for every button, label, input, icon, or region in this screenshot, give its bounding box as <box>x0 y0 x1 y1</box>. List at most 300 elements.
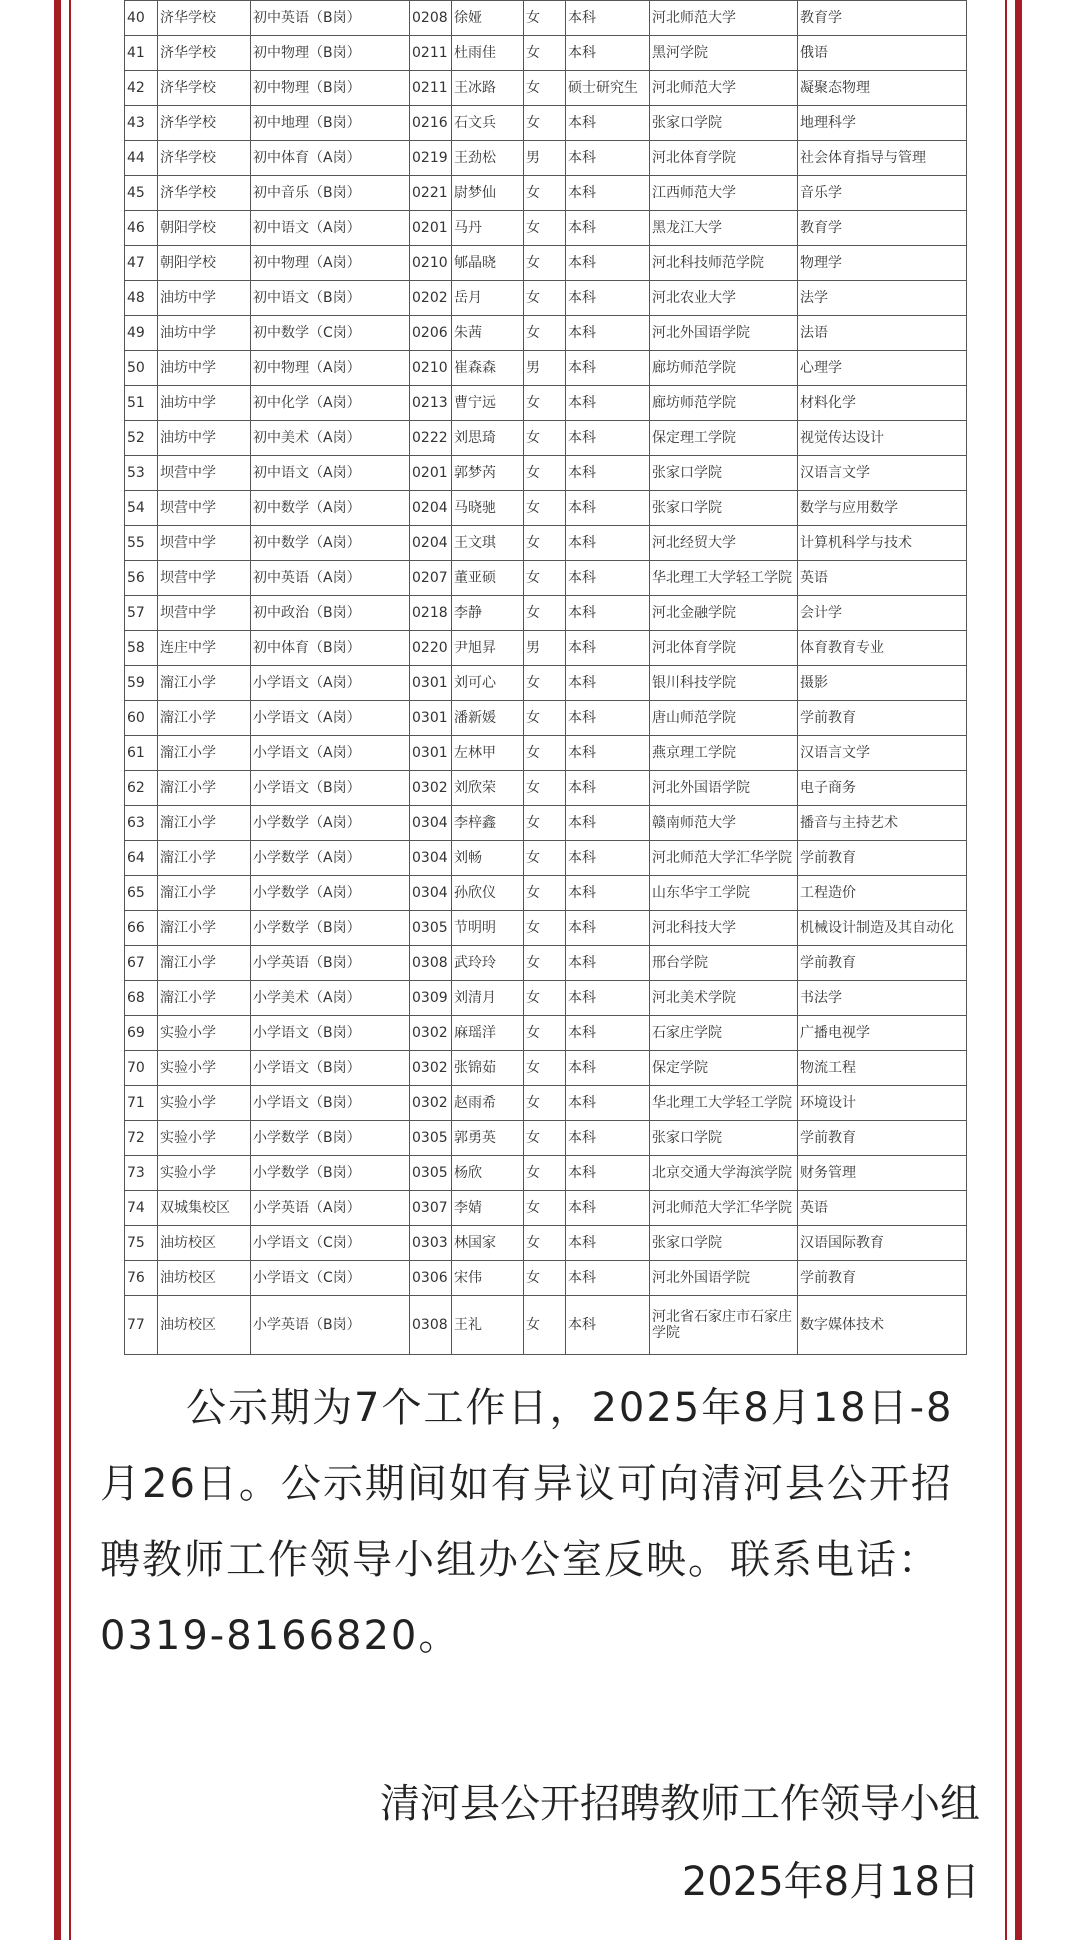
table-cell-gender: 女 <box>524 386 566 421</box>
table-cell-school: 坝营中学 <box>158 596 251 631</box>
table-cell-school: 澝江小学 <box>158 771 251 806</box>
table-cell-education: 本科 <box>566 386 650 421</box>
page-border-left-inner <box>69 0 71 1940</box>
table-cell-gender: 女 <box>524 771 566 806</box>
table-cell-school: 澝江小学 <box>158 701 251 736</box>
table-cell-education: 本科 <box>566 1121 650 1156</box>
table-cell-major: 视觉传达设计 <box>798 421 967 456</box>
table-cell-university: 河北省石家庄市石家庄学院 <box>650 1296 798 1355</box>
table-cell-position-code: 0208 <box>410 1 452 36</box>
table-cell-gender: 女 <box>524 106 566 141</box>
table-cell-education: 本科 <box>566 1016 650 1051</box>
table-row <box>125 491 967 526</box>
table-cell-position: 初中物理（B岗） <box>251 71 410 106</box>
table-row <box>125 526 967 561</box>
table-cell-position-code: 0222 <box>410 421 452 456</box>
table-cell-position: 小学数学（A岗） <box>251 876 410 911</box>
table-cell-gender: 女 <box>524 1121 566 1156</box>
table-cell-major: 教育学 <box>798 211 967 246</box>
table-cell-gender: 女 <box>524 421 566 456</box>
table-cell-school: 济华学校 <box>158 36 251 71</box>
table-cell-school: 济华学校 <box>158 71 251 106</box>
table-cell-name: 宋伟 <box>452 1261 524 1296</box>
table-cell-school: 济华学校 <box>158 106 251 141</box>
table-row <box>125 246 967 281</box>
table-cell-position-code: 0220 <box>410 631 452 666</box>
table-cell-school: 油坊中学 <box>158 316 251 351</box>
table-cell-education: 本科 <box>566 141 650 176</box>
table-cell-major: 工程造价 <box>798 876 967 911</box>
table-cell-major: 学前教育 <box>798 1261 967 1296</box>
table-cell-position: 小学语文（A岗） <box>251 666 410 701</box>
roster-table-body <box>125 1 967 1355</box>
table-cell-position-code: 0211 <box>410 71 452 106</box>
table-cell-major: 英语 <box>798 1191 967 1226</box>
table-cell-index: 43 <box>125 106 158 141</box>
table-cell-university: 河北美术学院 <box>650 981 798 1016</box>
table-cell-school: 实验小学 <box>158 1016 251 1051</box>
table-cell-education: 本科 <box>566 981 650 1016</box>
table-cell-position: 初中政治（B岗） <box>251 596 410 631</box>
table-cell-major: 环境设计 <box>798 1086 967 1121</box>
table-row <box>125 141 967 176</box>
table-cell-gender: 女 <box>524 1086 566 1121</box>
table-cell-position-code: 0219 <box>410 141 452 176</box>
table-cell-school: 澝江小学 <box>158 736 251 771</box>
table-cell-gender: 男 <box>524 631 566 666</box>
table-cell-index: 68 <box>125 981 158 1016</box>
page-border-right-outer <box>1015 0 1022 1940</box>
table-cell-major: 学前教育 <box>798 1121 967 1156</box>
table-cell-university: 北京交通大学海滨学院 <box>650 1156 798 1191</box>
table-cell-position: 初中地理（B岗） <box>251 106 410 141</box>
table-cell-university: 河北外国语学院 <box>650 1261 798 1296</box>
table-cell-gender: 女 <box>524 561 566 596</box>
table-cell-position-code: 0302 <box>410 1086 452 1121</box>
table-cell-school: 实验小学 <box>158 1086 251 1121</box>
notice-text: 公示期为7个工作日，2025年8月18日-8月26日。公示期间如有异议可向清河县公开招聘教师工作领导小组办公室反映。联系电话：0319-8166820。 <box>100 1385 954 1659</box>
table-row <box>125 176 967 211</box>
table-cell-index: 70 <box>125 1051 158 1086</box>
table-cell-position-code: 0301 <box>410 701 452 736</box>
table-cell-gender: 女 <box>524 911 566 946</box>
table-cell-major: 计算机科学与技术 <box>798 526 967 561</box>
table-cell-school: 油坊中学 <box>158 386 251 421</box>
table-row <box>125 36 967 71</box>
table-row <box>125 1261 967 1296</box>
table-cell-gender: 女 <box>524 701 566 736</box>
table-cell-position-code: 0305 <box>410 1121 452 1156</box>
table-cell-education: 本科 <box>566 421 650 456</box>
table-row <box>125 1121 967 1156</box>
table-cell-gender: 女 <box>524 1191 566 1226</box>
table-cell-name: 郭勇英 <box>452 1121 524 1156</box>
table-cell-position: 初中数学（A岗） <box>251 491 410 526</box>
table-cell-position-code: 0302 <box>410 1016 452 1051</box>
table-cell-school: 连庄中学 <box>158 631 251 666</box>
table-cell-university: 张家口学院 <box>650 456 798 491</box>
table-cell-gender: 女 <box>524 806 566 841</box>
table-cell-position-code: 0304 <box>410 841 452 876</box>
table-cell-school: 油坊校区 <box>158 1296 251 1355</box>
table-cell-university: 河北师范大学 <box>650 1 798 36</box>
table-cell-gender: 女 <box>524 1156 566 1191</box>
table-cell-gender: 女 <box>524 1016 566 1051</box>
table-cell-gender: 女 <box>524 176 566 211</box>
table-cell-university: 华北理工大学轻工学院 <box>650 1086 798 1121</box>
table-cell-school: 坝营中学 <box>158 491 251 526</box>
table-cell-education: 本科 <box>566 491 650 526</box>
table-cell-university: 河北金融学院 <box>650 596 798 631</box>
table-cell-index: 55 <box>125 526 158 561</box>
table-cell-major: 物理学 <box>798 246 967 281</box>
table-cell-index: 66 <box>125 911 158 946</box>
table-cell-index: 60 <box>125 701 158 736</box>
table-cell-position-code: 0201 <box>410 211 452 246</box>
table-row <box>125 106 967 141</box>
table-cell-position-code: 0307 <box>410 1191 452 1226</box>
table-cell-gender: 女 <box>524 526 566 561</box>
table-cell-gender: 女 <box>524 736 566 771</box>
table-cell-position-code: 0305 <box>410 911 452 946</box>
table-cell-position: 小学语文（C岗） <box>251 1261 410 1296</box>
table-cell-position-code: 0304 <box>410 876 452 911</box>
table-cell-name: 左林甲 <box>452 736 524 771</box>
table-cell-gender: 女 <box>524 211 566 246</box>
table-cell-index: 49 <box>125 316 158 351</box>
table-cell-position-code: 0305 <box>410 1156 452 1191</box>
table-cell-gender: 男 <box>524 351 566 386</box>
table-cell-education: 本科 <box>566 596 650 631</box>
table-row <box>125 981 967 1016</box>
table-cell-education: 本科 <box>566 1 650 36</box>
table-cell-name: 潘新媛 <box>452 701 524 736</box>
table-cell-position: 初中语文（B岗） <box>251 281 410 316</box>
table-cell-school: 济华学校 <box>158 176 251 211</box>
table-cell-name: 节明明 <box>452 911 524 946</box>
table-cell-index: 73 <box>125 1156 158 1191</box>
table-cell-gender: 女 <box>524 36 566 71</box>
table-cell-education: 本科 <box>566 771 650 806</box>
table-cell-school: 济华学校 <box>158 1 251 36</box>
table-cell-index: 67 <box>125 946 158 981</box>
table-cell-index: 54 <box>125 491 158 526</box>
table-cell-major: 汉语言文学 <box>798 456 967 491</box>
table-cell-school: 澝江小学 <box>158 666 251 701</box>
table-cell-position: 小学美术（A岗） <box>251 981 410 1016</box>
table-cell-school: 油坊中学 <box>158 421 251 456</box>
table-row <box>125 911 967 946</box>
table-cell-index: 48 <box>125 281 158 316</box>
table-cell-index: 72 <box>125 1121 158 1156</box>
table-row <box>125 561 967 596</box>
table-cell-university: 河北科技大学 <box>650 911 798 946</box>
table-cell-position: 小学数学（B岗） <box>251 911 410 946</box>
table-cell-name: 马丹 <box>452 211 524 246</box>
table-cell-university: 河北外国语学院 <box>650 316 798 351</box>
table-cell-position-code: 0302 <box>410 1051 452 1086</box>
table-cell-major: 社会体育指导与管理 <box>798 141 967 176</box>
table-cell-education: 本科 <box>566 176 650 211</box>
table-cell-position: 小学语文（C岗） <box>251 1226 410 1261</box>
table-cell-position: 小学数学（B岗） <box>251 1156 410 1191</box>
table-cell-school: 实验小学 <box>158 1156 251 1191</box>
table-cell-university: 黑河学院 <box>650 36 798 71</box>
table-cell-name: 石文兵 <box>452 106 524 141</box>
table-cell-university: 邢台学院 <box>650 946 798 981</box>
table-cell-education: 硕士研究生 <box>566 71 650 106</box>
table-cell-major: 汉语国际教育 <box>798 1226 967 1261</box>
table-cell-education: 本科 <box>566 106 650 141</box>
table-cell-university: 河北师范大学 <box>650 71 798 106</box>
table-cell-major: 法语 <box>798 316 967 351</box>
table-cell-index: 62 <box>125 771 158 806</box>
table-cell-major: 摄影 <box>798 666 967 701</box>
table-cell-major: 播音与主持艺术 <box>798 806 967 841</box>
table-row <box>125 71 967 106</box>
table-cell-university: 保定学院 <box>650 1051 798 1086</box>
table-cell-education: 本科 <box>566 281 650 316</box>
table-cell-major: 物流工程 <box>798 1051 967 1086</box>
table-cell-name: 曹宁远 <box>452 386 524 421</box>
table-cell-education: 本科 <box>566 456 650 491</box>
table-cell-position-code: 0306 <box>410 1261 452 1296</box>
table-cell-gender: 女 <box>524 946 566 981</box>
table-cell-university: 石家庄学院 <box>650 1016 798 1051</box>
table-cell-name: 麻瑶洋 <box>452 1016 524 1051</box>
table-cell-position: 小学语文（B岗） <box>251 1086 410 1121</box>
table-cell-name: 孙欣仪 <box>452 876 524 911</box>
table-cell-education: 本科 <box>566 911 650 946</box>
table-row <box>125 456 967 491</box>
table-cell-gender: 女 <box>524 841 566 876</box>
table-row <box>125 631 967 666</box>
table-cell-major: 心理学 <box>798 351 967 386</box>
table-cell-major: 材料化学 <box>798 386 967 421</box>
table-cell-major: 书法学 <box>798 981 967 1016</box>
table-cell-education: 本科 <box>566 561 650 596</box>
roster-table-container <box>124 0 967 1355</box>
table-cell-index: 47 <box>125 246 158 281</box>
table-cell-position-code: 0204 <box>410 491 452 526</box>
table-cell-gender: 女 <box>524 316 566 351</box>
table-cell-position: 小学数学（B岗） <box>251 1121 410 1156</box>
table-cell-gender: 女 <box>524 666 566 701</box>
table-cell-gender: 女 <box>524 1296 566 1355</box>
table-cell-school: 澝江小学 <box>158 841 251 876</box>
table-cell-name: 王冰路 <box>452 71 524 106</box>
table-cell-name: 杜雨佳 <box>452 36 524 71</box>
table-cell-index: 42 <box>125 71 158 106</box>
table-cell-major: 数字媒体技术 <box>798 1296 967 1355</box>
table-cell-name: 郇晶晓 <box>452 246 524 281</box>
table-cell-name: 李静 <box>452 596 524 631</box>
table-cell-position: 初中体育（B岗） <box>251 631 410 666</box>
table-cell-gender: 女 <box>524 1226 566 1261</box>
table-cell-index: 61 <box>125 736 158 771</box>
table-cell-school: 济华学校 <box>158 141 251 176</box>
signature-org: 清河县公开招聘教师工作领导小组 <box>380 1781 980 1827</box>
table-cell-major: 机械设计制造及其自动化 <box>798 911 967 946</box>
table-cell-major: 会计学 <box>798 596 967 631</box>
table-cell-position: 初中物理（A岗） <box>251 351 410 386</box>
table-cell-gender: 女 <box>524 1261 566 1296</box>
table-cell-index: 74 <box>125 1191 158 1226</box>
table-cell-major: 法学 <box>798 281 967 316</box>
table-cell-university: 河北科技师范学院 <box>650 246 798 281</box>
table-cell-university: 张家口学院 <box>650 491 798 526</box>
table-cell-school: 澝江小学 <box>158 911 251 946</box>
table-cell-gender: 女 <box>524 981 566 1016</box>
table-cell-position-code: 0308 <box>410 946 452 981</box>
table-cell-education: 本科 <box>566 211 650 246</box>
table-cell-position-code: 0213 <box>410 386 452 421</box>
table-cell-education: 本科 <box>566 631 650 666</box>
table-cell-education: 本科 <box>566 36 650 71</box>
table-cell-university: 河北体育学院 <box>650 631 798 666</box>
table-cell-university: 河北体育学院 <box>650 141 798 176</box>
table-cell-education: 本科 <box>566 1156 650 1191</box>
signature-date: 2025年8月18日 <box>681 1859 980 1905</box>
table-cell-position: 初中英语（A岗） <box>251 561 410 596</box>
table-cell-major: 数学与应用数学 <box>798 491 967 526</box>
table-cell-index: 69 <box>125 1016 158 1051</box>
table-cell-position: 小学数学（A岗） <box>251 841 410 876</box>
table-cell-position: 初中音乐（B岗） <box>251 176 410 211</box>
table-cell-school: 坝营中学 <box>158 456 251 491</box>
table-cell-major: 电子商务 <box>798 771 967 806</box>
table-cell-gender: 女 <box>524 596 566 631</box>
table-cell-major: 英语 <box>798 561 967 596</box>
table-cell-position: 小学语文（B岗） <box>251 771 410 806</box>
table-cell-university: 赣南师范大学 <box>650 806 798 841</box>
table-cell-index: 63 <box>125 806 158 841</box>
table-row <box>125 841 967 876</box>
table-cell-position-code: 0210 <box>410 246 452 281</box>
table-cell-position: 初中化学（A岗） <box>251 386 410 421</box>
table-cell-school: 澝江小学 <box>158 946 251 981</box>
table-cell-university: 山东华宇工学院 <box>650 876 798 911</box>
table-cell-education: 本科 <box>566 701 650 736</box>
table-row <box>125 1051 967 1086</box>
table-cell-position-code: 0216 <box>410 106 452 141</box>
table-cell-position-code: 0309 <box>410 981 452 1016</box>
table-cell-index: 58 <box>125 631 158 666</box>
table-cell-name: 刘可心 <box>452 666 524 701</box>
table-row <box>125 596 967 631</box>
table-cell-position: 小学数学（A岗） <box>251 806 410 841</box>
table-cell-position-code: 0301 <box>410 666 452 701</box>
table-cell-university: 燕京理工学院 <box>650 736 798 771</box>
table-cell-gender: 女 <box>524 281 566 316</box>
table-cell-education: 本科 <box>566 316 650 351</box>
table-row <box>125 1 967 36</box>
table-cell-education: 本科 <box>566 351 650 386</box>
table-cell-position: 小学语文（A岗） <box>251 701 410 736</box>
table-row <box>125 351 967 386</box>
table-cell-position-code: 0207 <box>410 561 452 596</box>
table-cell-position-code: 0301 <box>410 736 452 771</box>
table-row <box>125 1156 967 1191</box>
table-cell-index: 77 <box>125 1296 158 1355</box>
table-row <box>125 386 967 421</box>
table-cell-position: 小学英语（B岗） <box>251 946 410 981</box>
table-cell-gender: 男 <box>524 141 566 176</box>
table-row <box>125 316 967 351</box>
table-cell-name: 崔森森 <box>452 351 524 386</box>
table-cell-education: 本科 <box>566 876 650 911</box>
table-cell-school: 双城集校区 <box>158 1191 251 1226</box>
table-cell-position-code: 0308 <box>410 1296 452 1355</box>
table-cell-position: 初中物理（A岗） <box>251 246 410 281</box>
table-cell-major: 汉语言文学 <box>798 736 967 771</box>
table-cell-position-code: 0303 <box>410 1226 452 1261</box>
table-cell-school: 油坊校区 <box>158 1226 251 1261</box>
table-cell-gender: 女 <box>524 456 566 491</box>
table-cell-school: 朝阳学校 <box>158 211 251 246</box>
table-cell-index: 65 <box>125 876 158 911</box>
table-row <box>125 701 967 736</box>
table-cell-index: 64 <box>125 841 158 876</box>
table-cell-university: 张家口学院 <box>650 1226 798 1261</box>
table-cell-university: 唐山师范学院 <box>650 701 798 736</box>
table-cell-position-code: 0304 <box>410 806 452 841</box>
table-cell-name: 张锦茹 <box>452 1051 524 1086</box>
table-cell-school: 澝江小学 <box>158 981 251 1016</box>
table-row <box>125 1016 967 1051</box>
table-cell-school: 实验小学 <box>158 1121 251 1156</box>
table-cell-school: 澝江小学 <box>158 876 251 911</box>
table-row <box>125 1191 967 1226</box>
table-row <box>125 946 967 981</box>
table-cell-position-code: 0218 <box>410 596 452 631</box>
table-row <box>125 421 967 456</box>
table-cell-education: 本科 <box>566 666 650 701</box>
table-cell-education: 本科 <box>566 246 650 281</box>
table-cell-position-code: 0302 <box>410 771 452 806</box>
table-cell-university: 张家口学院 <box>650 1121 798 1156</box>
table-cell-major: 凝聚态物理 <box>798 71 967 106</box>
table-cell-position-code: 0201 <box>410 456 452 491</box>
table-cell-position: 初中数学（C岗） <box>251 316 410 351</box>
table-cell-index: 41 <box>125 36 158 71</box>
table-cell-university: 保定理工学院 <box>650 421 798 456</box>
table-row <box>125 876 967 911</box>
table-cell-education: 本科 <box>566 1191 650 1226</box>
table-cell-school: 油坊校区 <box>158 1261 251 1296</box>
table-cell-university: 华北理工大学轻工学院 <box>650 561 798 596</box>
table-cell-education: 本科 <box>566 1086 650 1121</box>
table-cell-major: 学前教育 <box>798 841 967 876</box>
table-cell-gender: 女 <box>524 1051 566 1086</box>
table-row <box>125 806 967 841</box>
table-cell-university: 河北经贸大学 <box>650 526 798 561</box>
table-cell-education: 本科 <box>566 806 650 841</box>
table-cell-school: 油坊中学 <box>158 281 251 316</box>
table-cell-major: 广播电视学 <box>798 1016 967 1051</box>
table-cell-university: 张家口学院 <box>650 106 798 141</box>
table-cell-position: 初中数学（A岗） <box>251 526 410 561</box>
table-cell-university: 银川科技学院 <box>650 666 798 701</box>
table-cell-index: 56 <box>125 561 158 596</box>
table-cell-position: 小学语文（B岗） <box>251 1051 410 1086</box>
table-cell-position-code: 0206 <box>410 316 452 351</box>
table-cell-position-code: 0211 <box>410 36 452 71</box>
table-cell-index: 40 <box>125 1 158 36</box>
table-cell-index: 44 <box>125 141 158 176</box>
table-cell-major: 教育学 <box>798 1 967 36</box>
table-cell-name: 刘思琦 <box>452 421 524 456</box>
